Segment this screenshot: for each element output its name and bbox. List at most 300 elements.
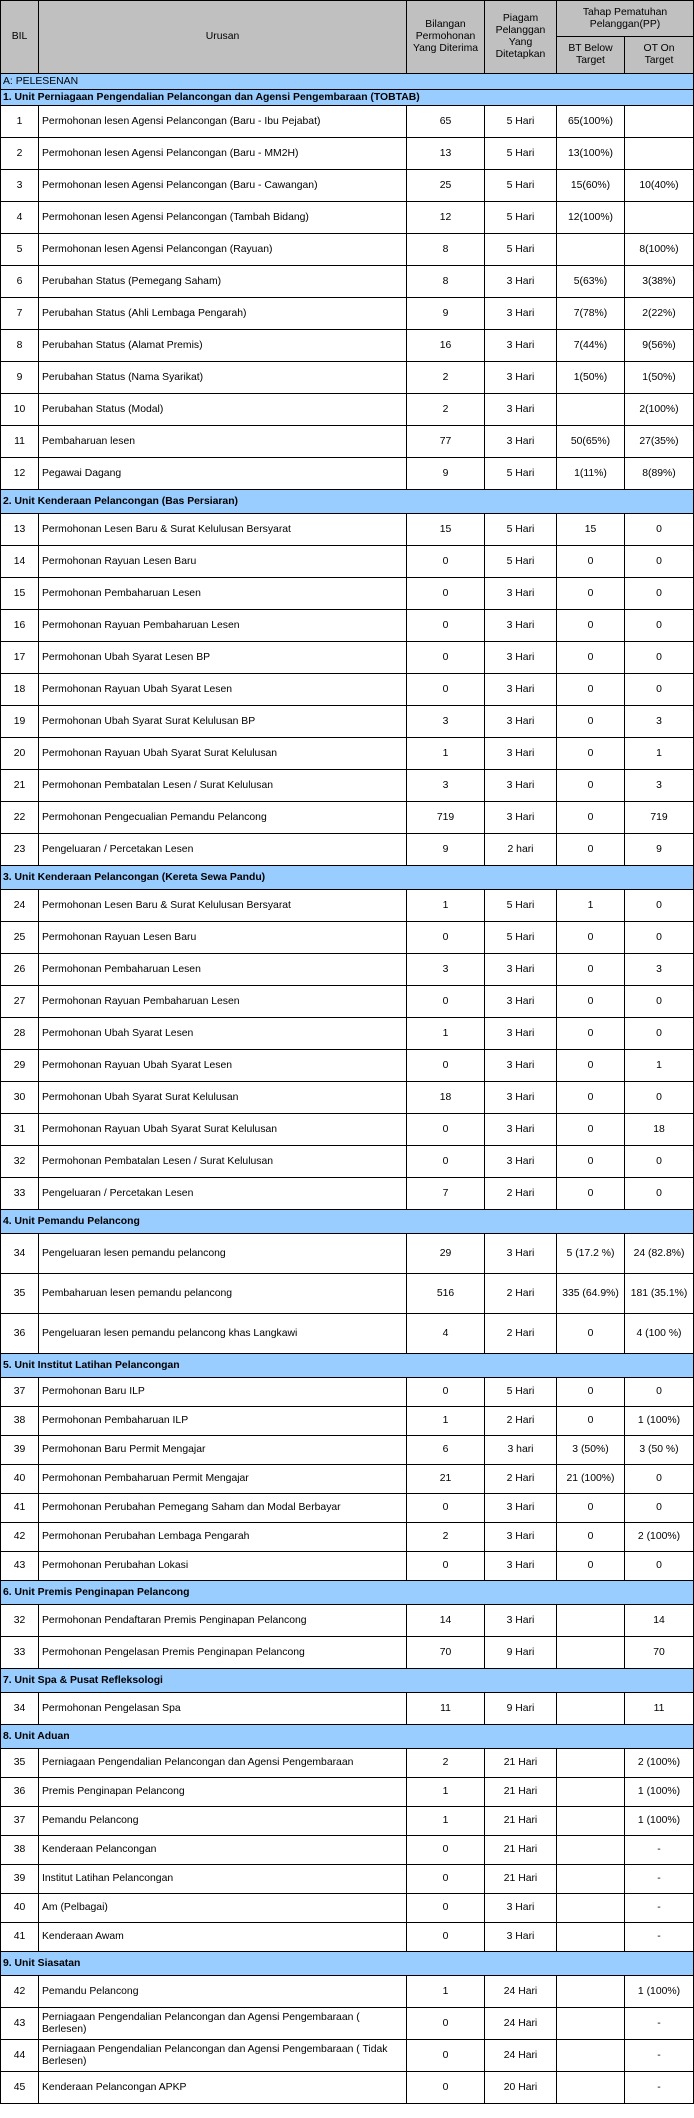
piagam-cell: 3 Hari bbox=[485, 1082, 557, 1114]
bt-cell: 0 bbox=[557, 834, 625, 866]
ot-cell: 9 bbox=[625, 834, 694, 866]
bilangan-cell: 0 bbox=[407, 1494, 485, 1523]
table-row bbox=[1, 1314, 694, 1354]
bilangan-cell: 0 bbox=[407, 922, 485, 954]
bilangan-cell: 2 bbox=[407, 1523, 485, 1552]
urusan-cell: Pengeluaran / Percetakan Lesen bbox=[39, 1178, 407, 1210]
piagam-cell: 3 Hari bbox=[485, 266, 557, 298]
table-row bbox=[1, 298, 694, 330]
piagam-cell: 3 Hari bbox=[485, 330, 557, 362]
ot-cell: 8(100%) bbox=[625, 234, 694, 266]
table-row bbox=[1, 1865, 694, 1894]
ot-cell: 2 (100%) bbox=[625, 1523, 694, 1552]
bilangan-cell: 1 bbox=[407, 1018, 485, 1050]
bilangan-cell: 0 bbox=[407, 1146, 485, 1178]
urusan-cell: Permohonan Baru Permit Mengajar bbox=[39, 1436, 407, 1465]
ot-cell: 18 bbox=[625, 1114, 694, 1146]
piagam-cell: 3 Hari bbox=[485, 394, 557, 426]
bt-cell: 0 bbox=[557, 610, 625, 642]
ot-cell: 3(38%) bbox=[625, 266, 694, 298]
bilangan-cell: 1 bbox=[407, 1407, 485, 1436]
bt-cell: 0 bbox=[557, 706, 625, 738]
ot-cell: 0 bbox=[625, 1378, 694, 1407]
header-tahap: Tahap Pematuhan Pelanggan(PP) bbox=[557, 1, 694, 37]
group-title: 9. Unit Siasatan bbox=[1, 1952, 694, 1976]
bilangan-cell: 77 bbox=[407, 426, 485, 458]
bil-cell: 15 bbox=[1, 578, 39, 610]
bt-cell: 15 bbox=[557, 514, 625, 546]
piagam-cell: 3 Hari bbox=[485, 642, 557, 674]
ot-cell: 8(89%) bbox=[625, 458, 694, 490]
bt-cell: 65(100%) bbox=[557, 106, 625, 138]
ot-cell bbox=[625, 138, 694, 170]
bil-cell: 43 bbox=[1, 1552, 39, 1581]
ot-cell bbox=[625, 202, 694, 234]
group-header-row bbox=[1, 1210, 694, 1234]
ot-cell: 0 bbox=[625, 642, 694, 674]
bil-cell: 22 bbox=[1, 802, 39, 834]
group-title: 5. Unit Institut Latihan Pelancongan bbox=[1, 1354, 694, 1378]
piagam-cell: 3 Hari bbox=[485, 1494, 557, 1523]
piagam-cell: 5 Hari bbox=[485, 234, 557, 266]
bil-cell: 8 bbox=[1, 330, 39, 362]
bt-cell: 0 bbox=[557, 1378, 625, 1407]
bilangan-cell: 3 bbox=[407, 954, 485, 986]
ot-cell: 2(22%) bbox=[625, 298, 694, 330]
group-title: 4. Unit Pemandu Pelancong bbox=[1, 1210, 694, 1234]
urusan-cell: Pemandu Pelancong bbox=[39, 1976, 407, 2008]
bt-cell: 0 bbox=[557, 954, 625, 986]
ot-cell: 0 bbox=[625, 514, 694, 546]
ot-cell: - bbox=[625, 1894, 694, 1923]
bil-cell: 41 bbox=[1, 1923, 39, 1952]
section-row bbox=[1, 74, 694, 90]
urusan-cell: Kenderaan Awam bbox=[39, 1923, 407, 1952]
urusan-cell: Permohonan Rayuan Lesen Baru bbox=[39, 546, 407, 578]
bil-cell: 29 bbox=[1, 1050, 39, 1082]
bt-cell bbox=[557, 394, 625, 426]
ot-cell: 4 (100 %) bbox=[625, 1314, 694, 1354]
urusan-cell: Pengeluaran lesen pemandu pelancong bbox=[39, 1234, 407, 1274]
bil-cell: 40 bbox=[1, 1465, 39, 1494]
piagam-cell: 24 Hari bbox=[485, 2008, 557, 2040]
table-row bbox=[1, 986, 694, 1018]
bt-cell: 0 bbox=[557, 1523, 625, 1552]
urusan-cell: Perniagaan Pengendalian Pelancongan dan Agensi Pengembaraan ( Tidak Berlesen) bbox=[39, 2040, 407, 2072]
ot-cell bbox=[625, 106, 694, 138]
bt-cell bbox=[557, 2040, 625, 2072]
table-row bbox=[1, 138, 694, 170]
piagam-cell: 3 Hari bbox=[485, 1050, 557, 1082]
bil-cell: 33 bbox=[1, 1637, 39, 1669]
bil-cell: 16 bbox=[1, 610, 39, 642]
table-row bbox=[1, 1407, 694, 1436]
urusan-cell: Pengeluaran lesen pemandu pelancong khas Langkawi bbox=[39, 1314, 407, 1354]
bil-cell: 36 bbox=[1, 1778, 39, 1807]
group-header-row bbox=[1, 1581, 694, 1605]
bt-cell bbox=[557, 2072, 625, 2104]
piagam-cell: 21 Hari bbox=[485, 1865, 557, 1894]
bilangan-cell: 13 bbox=[407, 138, 485, 170]
bt-cell bbox=[557, 1749, 625, 1778]
bil-cell: 39 bbox=[1, 1865, 39, 1894]
bilangan-cell: 3 bbox=[407, 706, 485, 738]
table-row bbox=[1, 1923, 694, 1952]
bt-cell: 0 bbox=[557, 1178, 625, 1210]
bilangan-cell: 0 bbox=[407, 986, 485, 1018]
bilangan-cell: 0 bbox=[407, 2040, 485, 2072]
table-row bbox=[1, 458, 694, 490]
piagam-cell: 5 Hari bbox=[485, 922, 557, 954]
group-title: 3. Unit Kenderaan Pelancongan (Kereta Sewa Pandu) bbox=[1, 866, 694, 890]
piagam-cell: 3 Hari bbox=[485, 298, 557, 330]
piagam-cell: 3 Hari bbox=[485, 674, 557, 706]
piagam-cell: 24 Hari bbox=[485, 2040, 557, 2072]
bilangan-cell: 8 bbox=[407, 266, 485, 298]
bilangan-cell: 29 bbox=[407, 1234, 485, 1274]
bt-cell bbox=[557, 1865, 625, 1894]
ot-cell: - bbox=[625, 2008, 694, 2040]
table-row bbox=[1, 642, 694, 674]
table-row bbox=[1, 1552, 694, 1581]
ot-cell: 1 (100%) bbox=[625, 1807, 694, 1836]
table-row bbox=[1, 1082, 694, 1114]
urusan-cell: Permohonan Perubahan Lokasi bbox=[39, 1552, 407, 1581]
bil-cell: 37 bbox=[1, 1378, 39, 1407]
urusan-cell: Premis Penginapan Pelancong bbox=[39, 1778, 407, 1807]
piagam-cell: 2 Hari bbox=[485, 1407, 557, 1436]
urusan-cell: Institut Latihan Pelancongan bbox=[39, 1865, 407, 1894]
group-title: 8. Unit Aduan bbox=[1, 1725, 694, 1749]
bt-cell bbox=[557, 1605, 625, 1637]
bil-cell: 3 bbox=[1, 170, 39, 202]
urusan-cell: Permohonan Rayuan Pembaharuan Lesen bbox=[39, 610, 407, 642]
header-bilangan: Bilangan Permohonan Yang Diterima bbox=[407, 1, 485, 74]
bil-cell: 45 bbox=[1, 2072, 39, 2104]
bt-cell: 0 bbox=[557, 1018, 625, 1050]
header-bt: BT Below Target bbox=[557, 37, 625, 74]
urusan-cell: Permohonan Rayuan Ubah Syarat Lesen bbox=[39, 1050, 407, 1082]
bil-cell: 43 bbox=[1, 2008, 39, 2040]
bilangan-cell: 2 bbox=[407, 1749, 485, 1778]
table-row bbox=[1, 514, 694, 546]
bilangan-cell: 12 bbox=[407, 202, 485, 234]
bilangan-cell: 9 bbox=[407, 834, 485, 866]
bilangan-cell: 6 bbox=[407, 1436, 485, 1465]
bt-cell: 5(63%) bbox=[557, 266, 625, 298]
ot-cell: - bbox=[625, 1836, 694, 1865]
piagam-cell: 21 Hari bbox=[485, 1836, 557, 1865]
bt-cell: 13(100%) bbox=[557, 138, 625, 170]
urusan-cell: Permohonan Pendaftaran Premis Penginapan Pelancong bbox=[39, 1605, 407, 1637]
table-row bbox=[1, 1018, 694, 1050]
urusan-cell: Pembaharuan lesen pemandu pelancong bbox=[39, 1274, 407, 1314]
bt-cell: 0 bbox=[557, 1050, 625, 1082]
urusan-cell: Perubahan Status (Ahli Lembaga Pengarah) bbox=[39, 298, 407, 330]
bil-cell: 17 bbox=[1, 642, 39, 674]
bil-cell: 25 bbox=[1, 922, 39, 954]
ot-cell: 3 bbox=[625, 770, 694, 802]
urusan-cell: Pembaharuan lesen bbox=[39, 426, 407, 458]
bil-cell: 35 bbox=[1, 1274, 39, 1314]
ot-cell: 3 bbox=[625, 706, 694, 738]
ot-cell: 1 bbox=[625, 738, 694, 770]
table-row bbox=[1, 1778, 694, 1807]
bt-cell: 12(100%) bbox=[557, 202, 625, 234]
bilangan-cell: 15 bbox=[407, 514, 485, 546]
bt-cell: 7(78%) bbox=[557, 298, 625, 330]
bt-cell: 0 bbox=[557, 1494, 625, 1523]
piagam-cell: 3 Hari bbox=[485, 1923, 557, 1952]
piagam-cell: 5 Hari bbox=[485, 514, 557, 546]
piagam-cell: 3 hari bbox=[485, 1436, 557, 1465]
table-row bbox=[1, 1178, 694, 1210]
bil-cell: 10 bbox=[1, 394, 39, 426]
bilangan-cell: 0 bbox=[407, 1836, 485, 1865]
table-row bbox=[1, 1807, 694, 1836]
table-row bbox=[1, 362, 694, 394]
piagam-cell: 5 Hari bbox=[485, 890, 557, 922]
ot-cell: 2 (100%) bbox=[625, 1749, 694, 1778]
bil-cell: 30 bbox=[1, 1082, 39, 1114]
bil-cell: 14 bbox=[1, 546, 39, 578]
bilangan-cell: 719 bbox=[407, 802, 485, 834]
ot-cell: 1 (100%) bbox=[625, 1778, 694, 1807]
bilangan-cell: 3 bbox=[407, 770, 485, 802]
bt-cell: 335 (64.9%) bbox=[557, 1274, 625, 1314]
table-row bbox=[1, 170, 694, 202]
piagam-cell: 3 Hari bbox=[485, 986, 557, 1018]
table-row bbox=[1, 802, 694, 834]
piagam-cell: 3 Hari bbox=[485, 426, 557, 458]
piagam-cell: 3 Hari bbox=[485, 1894, 557, 1923]
piagam-cell: 21 Hari bbox=[485, 1749, 557, 1778]
ot-cell: 27(35%) bbox=[625, 426, 694, 458]
ot-cell: - bbox=[625, 2040, 694, 2072]
ot-cell: 0 bbox=[625, 986, 694, 1018]
bil-cell: 21 bbox=[1, 770, 39, 802]
piagam-cell: 3 Hari bbox=[485, 1605, 557, 1637]
bil-cell: 1 bbox=[1, 106, 39, 138]
ot-cell: 10(40%) bbox=[625, 170, 694, 202]
urusan-cell: Pengeluaran / Percetakan Lesen bbox=[39, 834, 407, 866]
table-row bbox=[1, 1146, 694, 1178]
table-row bbox=[1, 890, 694, 922]
ot-cell: 0 bbox=[625, 890, 694, 922]
table-row bbox=[1, 330, 694, 362]
table-row bbox=[1, 2072, 694, 2104]
ot-cell: 0 bbox=[625, 546, 694, 578]
table-row bbox=[1, 1465, 694, 1494]
urusan-cell: Kenderaan Pelancongan bbox=[39, 1836, 407, 1865]
piagam-cell: 3 Hari bbox=[485, 578, 557, 610]
bilangan-cell: 8 bbox=[407, 234, 485, 266]
bilangan-cell: 18 bbox=[407, 1082, 485, 1114]
piagam-cell: 3 Hari bbox=[485, 738, 557, 770]
bt-cell: 0 bbox=[557, 1552, 625, 1581]
bilangan-cell: 0 bbox=[407, 610, 485, 642]
urusan-cell: Permohonan Ubah Syarat Lesen bbox=[39, 1018, 407, 1050]
urusan-cell: Permohonan Perubahan Pemegang Saham dan Modal Berbayar bbox=[39, 1494, 407, 1523]
bt-cell: 0 bbox=[557, 578, 625, 610]
piagam-cell: 24 Hari bbox=[485, 1976, 557, 2008]
table-row bbox=[1, 738, 694, 770]
bt-cell bbox=[557, 1807, 625, 1836]
piagam-cell: 3 Hari bbox=[485, 1114, 557, 1146]
bil-cell: 7 bbox=[1, 298, 39, 330]
ot-cell: 1 bbox=[625, 1050, 694, 1082]
bil-cell: 40 bbox=[1, 1894, 39, 1923]
bil-cell: 38 bbox=[1, 1407, 39, 1436]
urusan-cell: Permohonan Pembaharuan ILP bbox=[39, 1407, 407, 1436]
bilangan-cell: 0 bbox=[407, 1552, 485, 1581]
urusan-cell: Permohonan Pengecualian Pemandu Pelancong bbox=[39, 802, 407, 834]
urusan-cell: Permohonan lesen Agensi Pelancongan (Baru - MM2H) bbox=[39, 138, 407, 170]
bil-cell: 20 bbox=[1, 738, 39, 770]
piagam-cell: 3 Hari bbox=[485, 1552, 557, 1581]
ot-cell: 1 (100%) bbox=[625, 1976, 694, 2008]
ot-cell: 719 bbox=[625, 802, 694, 834]
table-row bbox=[1, 610, 694, 642]
bil-cell: 2 bbox=[1, 138, 39, 170]
bilangan-cell: 0 bbox=[407, 1894, 485, 1923]
table-row bbox=[1, 1894, 694, 1923]
ot-cell: 14 bbox=[625, 1605, 694, 1637]
bilangan-cell: 0 bbox=[407, 1865, 485, 1894]
piagam-cell: 2 Hari bbox=[485, 1178, 557, 1210]
piagam-cell: 5 Hari bbox=[485, 546, 557, 578]
piagam-cell: 3 Hari bbox=[485, 1146, 557, 1178]
group-header-row bbox=[1, 1354, 694, 1378]
ot-cell: 0 bbox=[625, 1178, 694, 1210]
piagam-cell: 5 Hari bbox=[485, 202, 557, 234]
bt-cell bbox=[557, 1778, 625, 1807]
piagam-cell: 9 Hari bbox=[485, 1637, 557, 1669]
bilangan-cell: 1 bbox=[407, 1778, 485, 1807]
piagam-cell: 3 Hari bbox=[485, 1018, 557, 1050]
bilangan-cell: 0 bbox=[407, 1050, 485, 1082]
table-row bbox=[1, 1605, 694, 1637]
urusan-cell: Perubahan Status (Modal) bbox=[39, 394, 407, 426]
ot-cell: 0 bbox=[625, 578, 694, 610]
header-urusan: Urusan bbox=[39, 1, 407, 74]
piagam-cell: 3 Hari bbox=[485, 802, 557, 834]
bt-cell: 0 bbox=[557, 986, 625, 1018]
piagam-cell: 2 Hari bbox=[485, 1274, 557, 1314]
ot-cell: 11 bbox=[625, 1693, 694, 1725]
bt-cell: 1(11%) bbox=[557, 458, 625, 490]
bilangan-cell: 7 bbox=[407, 1178, 485, 1210]
urusan-cell: Perubahan Status (Nama Syarikat) bbox=[39, 362, 407, 394]
bil-cell: 26 bbox=[1, 954, 39, 986]
urusan-cell: Kenderaan Pelancongan APKP bbox=[39, 2072, 407, 2104]
bil-cell: 36 bbox=[1, 1314, 39, 1354]
urusan-cell: Perubahan Status (Alamat Premis) bbox=[39, 330, 407, 362]
ot-cell: 0 bbox=[625, 1494, 694, 1523]
piagam-cell: 21 Hari bbox=[485, 1778, 557, 1807]
group-title: 7. Unit Spa & Pusat Refleksologi bbox=[1, 1669, 694, 1693]
header-piagam: Piagam Pelanggan Yang Ditetapkan bbox=[485, 1, 557, 74]
group-header-row bbox=[1, 1952, 694, 1976]
piagam-cell: 5 Hari bbox=[485, 170, 557, 202]
urusan-cell: Am (Pelbagai) bbox=[39, 1894, 407, 1923]
bil-cell: 12 bbox=[1, 458, 39, 490]
bil-cell: 34 bbox=[1, 1693, 39, 1725]
bil-cell: 23 bbox=[1, 834, 39, 866]
bil-cell: 28 bbox=[1, 1018, 39, 1050]
section-title: A: PELESENAN bbox=[1, 74, 694, 90]
bil-cell: 4 bbox=[1, 202, 39, 234]
bil-cell: 42 bbox=[1, 1976, 39, 2008]
ot-cell: 1(50%) bbox=[625, 362, 694, 394]
table-row bbox=[1, 674, 694, 706]
bil-cell: 11 bbox=[1, 426, 39, 458]
bt-cell: 0 bbox=[557, 738, 625, 770]
bt-cell: 1(50%) bbox=[557, 362, 625, 394]
bil-cell: 27 bbox=[1, 986, 39, 1018]
table-row bbox=[1, 1836, 694, 1865]
bil-cell: 41 bbox=[1, 1494, 39, 1523]
bil-cell: 19 bbox=[1, 706, 39, 738]
bil-cell: 18 bbox=[1, 674, 39, 706]
ot-cell: 0 bbox=[625, 1146, 694, 1178]
urusan-cell: Permohonan Ubah Syarat Lesen BP bbox=[39, 642, 407, 674]
piagam-cell: 9 Hari bbox=[485, 1693, 557, 1725]
bilangan-cell: 25 bbox=[407, 170, 485, 202]
table-row bbox=[1, 1114, 694, 1146]
bil-cell: 42 bbox=[1, 1523, 39, 1552]
ot-cell: 0 bbox=[625, 922, 694, 954]
ot-cell: 0 bbox=[625, 1552, 694, 1581]
bilangan-cell: 11 bbox=[407, 1693, 485, 1725]
urusan-cell: Permohonan Pengelasan Premis Penginapan Pelancong bbox=[39, 1637, 407, 1669]
bil-cell: 9 bbox=[1, 362, 39, 394]
group-title: 2. Unit Kenderaan Pelancongan (Bas Persiaran) bbox=[1, 490, 694, 514]
bilangan-cell: 0 bbox=[407, 674, 485, 706]
header-ot: OT On Target bbox=[625, 37, 694, 74]
table-row bbox=[1, 706, 694, 738]
bt-cell bbox=[557, 1923, 625, 1952]
group-title: 6. Unit Premis Penginapan Pelancong bbox=[1, 1581, 694, 1605]
group-header-row bbox=[1, 1669, 694, 1693]
urusan-cell: Perubahan Status (Pemegang Saham) bbox=[39, 266, 407, 298]
bilangan-cell: 1 bbox=[407, 738, 485, 770]
piagam-cell: 3 Hari bbox=[485, 706, 557, 738]
table-row bbox=[1, 1050, 694, 1082]
bil-cell: 39 bbox=[1, 1436, 39, 1465]
ot-cell: 0 bbox=[625, 1018, 694, 1050]
urusan-cell: Permohonan Rayuan Pembaharuan Lesen bbox=[39, 986, 407, 1018]
piagam-cell: 2 Hari bbox=[485, 1314, 557, 1354]
urusan-cell: Permohonan Lesen Baru & Surat Kelulusan Bersyarat bbox=[39, 514, 407, 546]
urusan-cell: Permohonan Pembaharuan Lesen bbox=[39, 954, 407, 986]
urusan-cell: Permohonan Ubah Syarat Surat Kelulusan bbox=[39, 1082, 407, 1114]
piagam-cell: 3 Hari bbox=[485, 770, 557, 802]
urusan-cell: Permohonan lesen Agensi Pelancongan (Baru - Ibu Pejabat) bbox=[39, 106, 407, 138]
table-row bbox=[1, 1436, 694, 1465]
bilangan-cell: 16 bbox=[407, 330, 485, 362]
bil-cell: 33 bbox=[1, 1178, 39, 1210]
bil-cell: 5 bbox=[1, 234, 39, 266]
ot-cell: - bbox=[625, 1923, 694, 1952]
urusan-cell: Permohonan Rayuan Ubah Syarat Lesen bbox=[39, 674, 407, 706]
bil-cell: 38 bbox=[1, 1836, 39, 1865]
urusan-cell: Permohonan Pembatalan Lesen / Surat Kelulusan bbox=[39, 1146, 407, 1178]
bt-cell: 0 bbox=[557, 1114, 625, 1146]
urusan-cell: Pemandu Pelancong bbox=[39, 1807, 407, 1836]
bt-cell: 0 bbox=[557, 922, 625, 954]
bilangan-cell: 4 bbox=[407, 1314, 485, 1354]
